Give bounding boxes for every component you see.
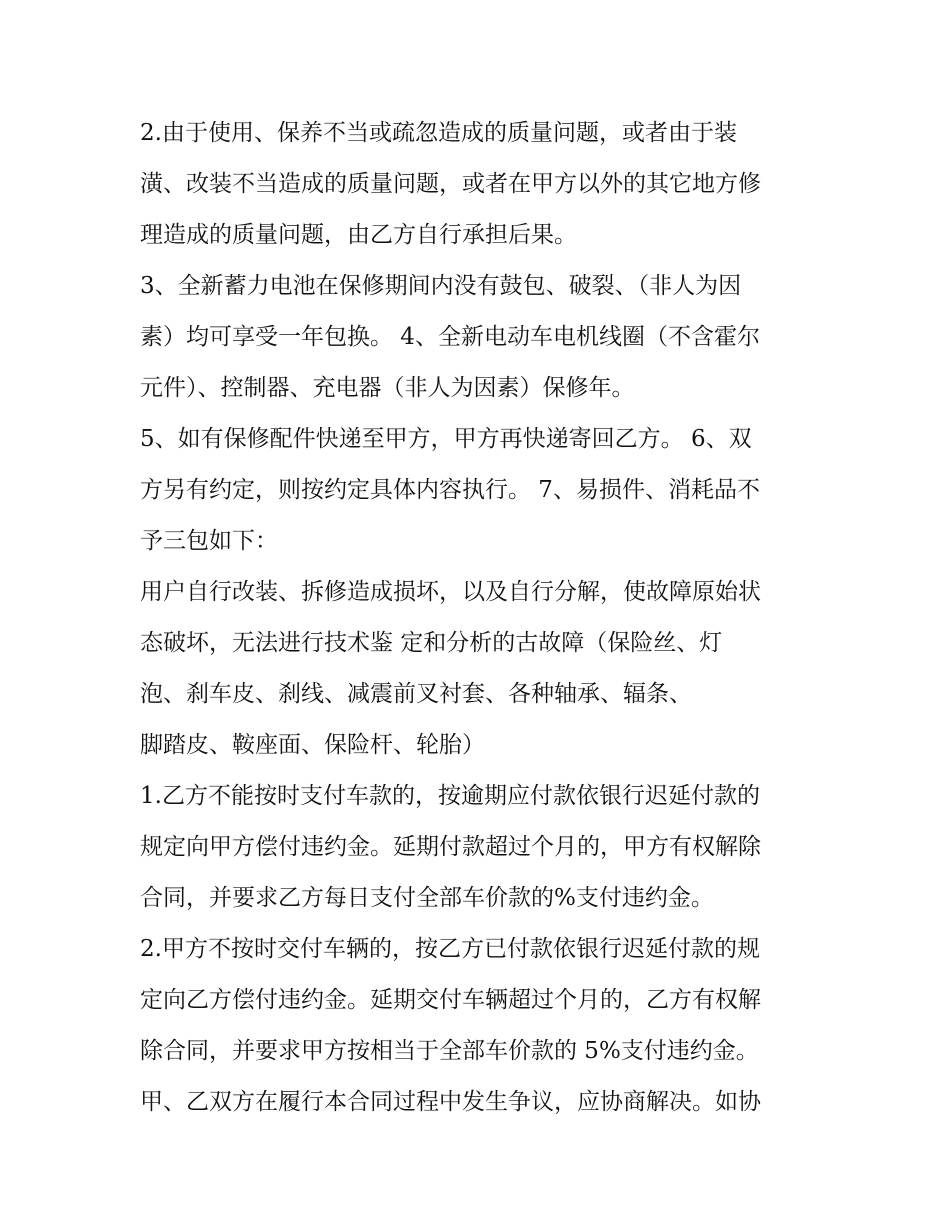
text-line: 除合同，并要求甲方按相当于全部车价款的 5%支付违约金。 <box>140 1038 759 1064</box>
text-line: 脚踏皮、鞍座面、保险杆、轮胎） <box>140 732 485 758</box>
text-line: 1.乙方不能按时支付车款的，按逾期应付款依银行迟延付款的 <box>140 783 760 809</box>
text-line: 潢、改装不当造成的质量问题，或者在甲方以外的其它地方修 <box>140 171 761 197</box>
text-line: 素）均可享受一年包换。 4、全新电动车电机线圈（不含霍尔 <box>140 324 760 350</box>
text-line: 2.由于使用、保养不当或疏忽造成的质量问题，或者由于装 <box>140 120 737 146</box>
text-line: 合同，并要求乙方每日支付全部车价款的%支付违约金。 <box>140 885 714 911</box>
text-line: 态破坏，无法进行技术鉴 定和分析的古故障（保险丝、灯 <box>140 630 723 656</box>
text-line: 元件）、控制器、充电器（非人为因素）保修年。 <box>140 375 635 401</box>
text-line: 甲、乙双方在履行本合同过程中发生争议，应协商解决。如协 <box>140 1089 761 1115</box>
text-line: 用户自行改装、拆修造成损坏，以及自行分解，使故障原始状 <box>140 579 761 605</box>
text-line: 予三包如下： <box>140 528 278 554</box>
text-line: 方另有约定，则按约定具体内容执行。 7、易损件、消耗品不 <box>140 477 760 503</box>
text-line: 规定向甲方偿付违约金。延期付款超过个月的，甲方有权解除 <box>140 834 761 860</box>
document-body <box>140 108 830 1128</box>
text-line: 定向乙方偿付违约金。延期交付车辆超过个月的，乙方有权解 <box>140 987 761 1013</box>
text-line: 3、全新蓄力电池在保修期间内没有鼓包、破裂、（非人为因 <box>140 273 742 299</box>
text-line: 5、如有保修配件快递至甲方，甲方再快递寄回乙方。 6、双 <box>140 426 752 452</box>
text-line: 泡、刹车皮、刹线、减震前叉衬套、各种轴承、辐条、 <box>140 681 692 707</box>
text-line: 2.甲方不按时交付车辆的，按乙方已付款依银行迟延付款的规 <box>140 936 760 962</box>
text-line: 理造成的质量问题，由乙方自行承担后果。 <box>140 222 577 248</box>
